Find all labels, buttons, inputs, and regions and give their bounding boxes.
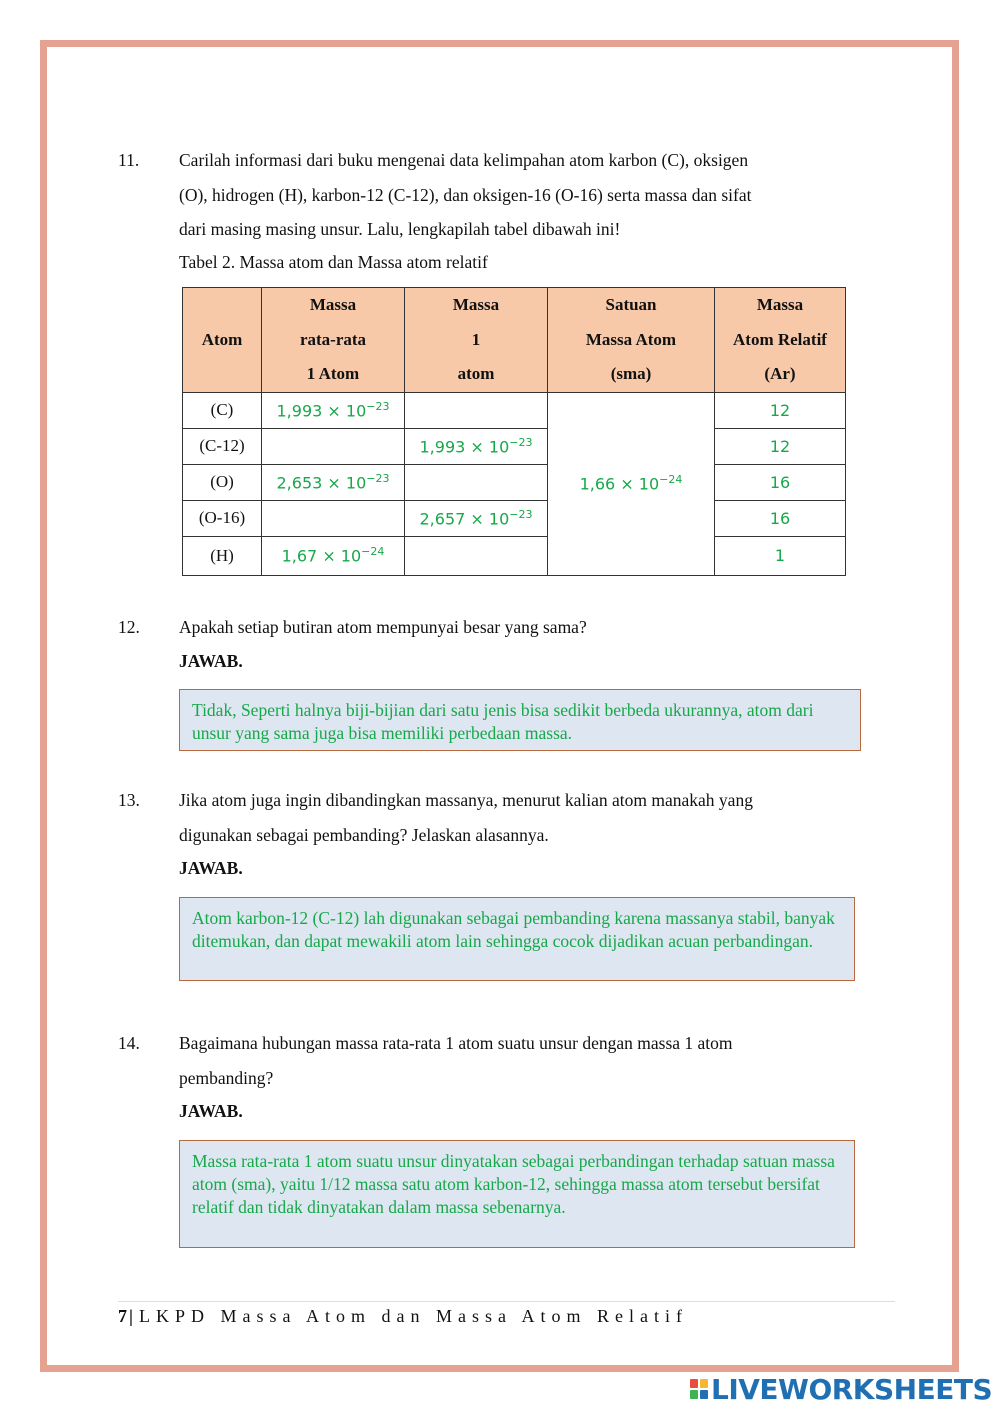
answer-field-average-mass[interactable] [262, 500, 405, 536]
table-row [183, 500, 846, 536]
table-row [183, 392, 846, 428]
question-line: (O), hidrogen (H), karbon-12 (C-12), dan oksigen-16 (O-16) serta massa dan sifat [179, 184, 752, 205]
header-one-atom-mass: Massa 1 atom [405, 288, 548, 393]
question-12 [118, 610, 858, 645]
atom-cell: (O-16) [183, 500, 262, 536]
question-line: Jika atom juga ingin dibandingkan massanya, menurut kalian atom manakah yang [179, 790, 753, 810]
footer [118, 1306, 688, 1327]
question-13 [118, 783, 858, 852]
answer-field-one-atom-mass[interactable] [405, 392, 548, 428]
question-number: 14. [118, 1033, 140, 1053]
brand-name: LIVEWORKSHEETS [711, 1372, 993, 1406]
answer-field-q14[interactable]: Massa rata-rata 1 atom suatu unsur dinyatakan sebagai perbandingan terhadap satuan massa atom (sma), yaitu 1/12 massa satu atom karbon-12, sehingga massa atom tersebut bersifat relatif dan tidak dinyatakan dalam massa sebenarnya. [179, 1140, 855, 1248]
question-number: 11. [118, 150, 140, 170]
footer-separator: | [129, 1306, 133, 1326]
atom-cell: (O) [183, 464, 262, 500]
table-row [183, 464, 846, 500]
header-sma: Satuan Massa Atom (sma) [548, 288, 715, 393]
answer-label: JAWAB. [179, 858, 243, 878]
header-atom: Atom [183, 288, 262, 393]
question-line: digunakan sebagai pembanding? Jelaskan alasannya. [179, 824, 549, 845]
answer-field-one-atom-mass[interactable]: $1,993 \times 10^{-23}$ [405, 428, 548, 464]
answer-field-relative-mass[interactable]: 16 [715, 464, 846, 500]
answer-field-average-mass[interactable]: $2,653 \times 10^{-23}$ [262, 464, 405, 500]
question-14 [118, 1026, 858, 1095]
answer-field-one-atom-mass[interactable] [405, 464, 548, 500]
atom-cell: (C-12) [183, 428, 262, 464]
question-number: 13. [118, 790, 140, 810]
question-line: dari masing masing unsur. Lalu, lengkapilah tabel dibawah ini! [179, 219, 621, 239]
question-number: 12. [118, 617, 140, 637]
question-11 [118, 143, 858, 247]
answer-field-one-atom-mass[interactable]: $2,657 \times 10^{-23}$ [405, 500, 548, 536]
page-number: 7 [118, 1306, 127, 1326]
answer-field-average-mass[interactable]: $1,67 \times 10^{-24}$ [262, 536, 405, 575]
table-caption: Tabel 2. Massa atom dan Massa atom relatif [179, 252, 488, 272]
atom-cell: (C) [183, 392, 262, 428]
footer-divider [118, 1301, 895, 1302]
answer-field-average-mass[interactable] [262, 428, 405, 464]
answer-field-average-mass[interactable]: $1,993 \times 10^{-23}$ [262, 392, 405, 428]
answer-field-sma[interactable]: $1,66 \times 10^{-24}$ [548, 392, 715, 575]
question-line: Carilah informasi dari buku mengenai data kelimpahan atom karbon (C), oksigen [179, 150, 749, 170]
answer-label: JAWAB. [179, 1101, 243, 1121]
header-average-mass: Massa rata-rata 1 Atom [262, 288, 405, 393]
table-row [183, 536, 846, 575]
table-row [183, 428, 846, 464]
answer-field-relative-mass[interactable]: 16 [715, 500, 846, 536]
answer-field-q12[interactable]: Tidak, Seperti halnya biji-bijian dari satu jenis bisa sedikit berbeda ukurannya, atom dari unsur yang sama juga bisa memiliki perbedaan massa. [179, 689, 861, 751]
liveworksheets-logo [690, 1372, 992, 1406]
answer-field-relative-mass[interactable]: 12 [715, 392, 846, 428]
answer-field-relative-mass[interactable]: 12 [715, 428, 846, 464]
answer-field-one-atom-mass[interactable] [405, 536, 548, 575]
liveworksheets-icon [690, 1379, 708, 1399]
footer-title: LKPD Massa Atom dan Massa Atom Relatif [138, 1306, 688, 1326]
answer-field-relative-mass[interactable]: 1 [715, 536, 846, 575]
atom-mass-table [182, 287, 846, 576]
atom-cell: (H) [183, 536, 262, 575]
answer-field-q13[interactable]: Atom karbon-12 (C-12) lah digunakan sebagai pembanding karena massanya stabil, banyak ditemukan, dan dapat mewakili atom lain sehingga cocok dijadikan acuan perbandingan. [179, 897, 855, 981]
question-line: Apakah setiap butiran atom mempunyai besar yang sama? [179, 617, 587, 637]
question-line: Bagaimana hubungan massa rata-rata 1 atom suatu unsur dengan massa 1 atom [179, 1033, 733, 1053]
answer-label: JAWAB. [179, 651, 243, 671]
header-relative-mass: Massa Atom Relatif (Ar) [715, 288, 846, 393]
question-line: pembanding? [179, 1067, 274, 1088]
